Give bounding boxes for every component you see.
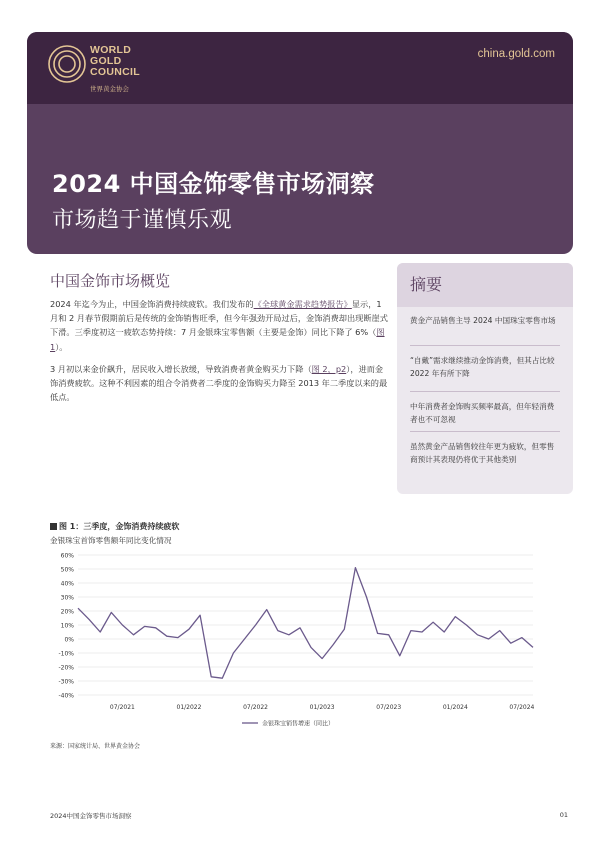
x-tick-label: 07/2022 xyxy=(243,704,269,711)
footer-title: 2024中国金饰零售市场洞察 xyxy=(50,812,132,820)
x-tick-label: 07/2024 xyxy=(509,704,535,711)
overview-paragraph-1 xyxy=(50,297,390,354)
x-tick-label: 01/2024 xyxy=(442,704,468,711)
y-tick-label: 60% xyxy=(60,552,74,560)
figure-subtitle: 金银珠宝首饰零售额年同比变化情况 xyxy=(50,536,172,545)
y-tick-label: 50% xyxy=(60,566,74,574)
figure-title xyxy=(50,521,179,532)
legend-label: 金银珠宝销售增速（同比） xyxy=(262,720,335,728)
figure-marker xyxy=(50,523,57,530)
p1-text-b: 显示，1 月和 2 月春节假期前后是传统的金饰销售旺季，但今年强劲开局过后，金饰消费却出现断崖式下滑。三季度初这一疲软态势持续：7 月金银珠宝零售额（主要是金饰）同比下降了 6%（ xyxy=(50,299,388,338)
logo-chinese-name: 世界黄金协会 xyxy=(90,85,129,93)
site-link[interactable]: china.gold.com xyxy=(477,48,555,60)
overview-paragraph-2 xyxy=(50,362,390,405)
section-title: 中国金饰市场概览 xyxy=(50,272,171,290)
page-title: 2024 中国金饰零售市场洞察 xyxy=(52,170,375,198)
figure-2-ref[interactable]: 图 2，p2 xyxy=(311,364,347,374)
report-link[interactable]: 《全球黄金需求趋势报告》 xyxy=(253,299,352,309)
x-tick-label: 01/2022 xyxy=(176,704,202,711)
logo-line-2: GOLD xyxy=(90,55,122,67)
y-tick-label: 30% xyxy=(60,594,74,602)
summary-item: 虽然黄金产品销售较往年更为疲软，但零售商预计其表现仍将优于其他类别 xyxy=(410,442,555,464)
logo-wordmark xyxy=(90,45,140,78)
series-line xyxy=(78,568,533,679)
p1-text-c: ）。 xyxy=(55,341,68,352)
y-tick-label: -20% xyxy=(58,664,74,672)
summary-divider xyxy=(410,345,560,346)
y-tick-label: 0% xyxy=(64,636,74,644)
y-tick-label: 40% xyxy=(60,580,74,588)
summary-divider xyxy=(410,431,560,432)
p1-text-a: 2024 年迄今为止，中国金饰消费持续疲软。我们发布的 xyxy=(50,299,254,309)
x-tick-label: 07/2021 xyxy=(109,704,135,711)
figure-heading: 三季度，金饰消费持续疲软 xyxy=(83,522,180,531)
logo-line-3: COUNCIL xyxy=(90,66,140,78)
line-chart xyxy=(45,548,545,738)
y-tick-label: 20% xyxy=(60,608,74,616)
logo-line-1: WORLD xyxy=(90,44,132,56)
figure-label: 图 1： xyxy=(59,522,84,531)
figure-1-ref[interactable]: 图 1 xyxy=(50,327,385,352)
y-tick-label: 10% xyxy=(60,622,74,630)
p2-text-b: ），进而金饰消费疲软。这种不利因素的组合令消费者二季度的金饰购买力降至 2013 年二季度以来的最低点。 xyxy=(50,364,388,403)
figure-source: 来源：国家统计局、世界黄金协会 xyxy=(50,743,141,750)
summary-divider xyxy=(410,391,560,392)
y-tick-label: -40% xyxy=(58,692,74,700)
y-tick-label: -30% xyxy=(58,678,74,686)
x-tick-label: 01/2023 xyxy=(309,704,335,711)
y-tick-label: -10% xyxy=(58,650,74,658)
p2-text-a: 3 月初以来金价飙升，居民收入增长放缓，导致消费者黄金购买力下降（ xyxy=(50,364,312,374)
summary-title: 摘要 xyxy=(410,275,443,294)
summary-item: “自戴”需求继续推动金饰消费，但其占比较 2022 年有所下降 xyxy=(410,356,555,378)
wgc-logo-icon xyxy=(47,44,87,84)
x-tick-label: 07/2023 xyxy=(376,704,402,711)
summary-item: 黄金产品销售主导 2024 中国珠宝零售市场 xyxy=(410,316,556,325)
page-number: 01 xyxy=(559,811,568,819)
page-subtitle: 市场趋于谨慎乐观 xyxy=(52,208,233,233)
summary-item: 中年消费者金饰购买频率最高，但年轻消费者也不可忽视 xyxy=(410,402,555,424)
